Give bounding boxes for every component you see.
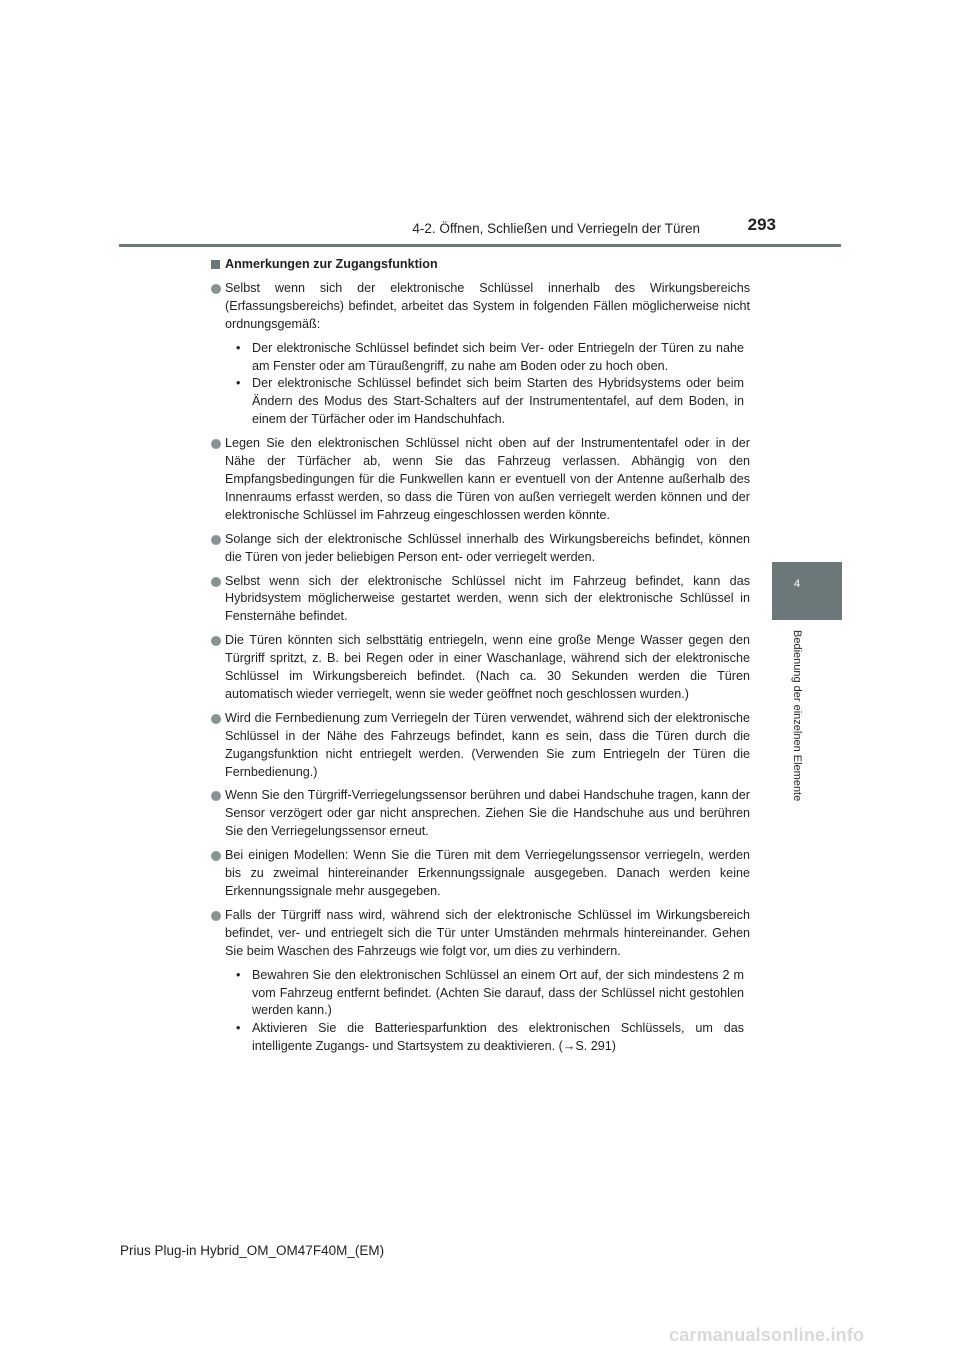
note-paragraph xyxy=(210,907,750,961)
note-text: Legen Sie den elektronischen Schlüssel nicht oben auf der Instrumententafel oder in der Nähe der Türfächer ab, wenn Sie das Fahrzeug verlassen. Abhängig von den Empfangsbedingungen für die Funkwellen kann er eventuell von der Antenne außerhalb des Innenraums erfasst werden, so dass die Türen von außen verriegelt werden können und der elektronische Schlüssel im Fahrzeug eingeschlossen werden könnte. xyxy=(225,436,750,522)
header-rule xyxy=(119,244,841,247)
note-text: Wenn Sie den Türgriff-Verriegelungssensor berühren und dabei Handschuhe tragen, kann der Sensor verzögert oder gar nicht ansprechen. Ziehen Sie die Handschuhe aus und berühren Sie den Verriegelungssensor erneut. xyxy=(225,788,750,839)
dot-bullet-icon: • xyxy=(236,967,241,982)
note-text: Wird die Fernbedienung zum Verriegeln der Türen verwendet, während sich der elektronische Schlüssel in der Nähe des Fahrzeugs befindet, kann es sein, dass die Türen durch die Zugangsfunktion nicht entriegelt werden. (Verwenden Sie zum Entriegeln der Türen die Fernbedienung.) xyxy=(225,710,750,779)
dot-bullet-icon: • xyxy=(236,340,241,355)
circle-bullet-icon xyxy=(211,911,221,921)
circle-bullet-icon xyxy=(211,535,221,545)
circle-bullet-icon xyxy=(211,791,221,801)
list-item-text: Bewahren Sie den elektronischen Schlüssel an einem Ort auf, der sich mindestens 2 m vom Fahrzeug entfernt befindet. (Achten Sie darauf, dass der Schlüssel nicht gestohlen werden kann.) xyxy=(252,967,744,1018)
list-item xyxy=(210,1020,750,1056)
note-text: Bei einigen Modellen: Wenn Sie die Türen mit dem Verriegelungssensor verriegeln, werden bis zu zweimal hintereinander Erkennungssignale ausgegeben. Danach werden keine Erkennungssignale mehr ausgegeben. xyxy=(225,848,750,898)
note-text: Selbst wenn sich der elektronische Schlüssel nicht im Fahrzeug befindet, kann das Hybridsystem möglicherweise gestartet werden, wenn sich der elektronische Schlüssel in Fensternähe befindet. xyxy=(225,573,750,624)
circle-bullet-icon xyxy=(211,284,221,294)
note-paragraph xyxy=(210,573,750,627)
list-item xyxy=(210,967,750,1021)
list-item-text: Der elektronische Schlüssel befindet sich beim Ver- oder Entriegeln der Türen zu nahe am Fenster oder am Türaußengriff, zu nahe am Boden oder zu hoch oben. xyxy=(252,340,744,373)
circle-bullet-icon xyxy=(211,714,221,724)
page-content xyxy=(210,256,750,1062)
note-paragraph xyxy=(210,531,750,567)
section-title: 4-2. Öffnen, Schließen und Verriegeln der Türen xyxy=(412,221,700,236)
section-heading-text: Anmerkungen zur Zugangsfunktion xyxy=(225,257,438,271)
sub-list xyxy=(210,967,750,1057)
note-paragraph xyxy=(210,280,750,334)
circle-bullet-icon xyxy=(211,439,221,449)
note-text: Falls der Türgriff nass wird, während sich der elektronische Schlüssel im Wirkungsbereich befindet, ver- und entriegelt sich die Tür unter Umständen mehrmals hintereinander. Gehen Sie beim Waschen des Fahrzeugs wie folgt vor, um dies zu verhindern. xyxy=(225,907,750,958)
page-number: 293 xyxy=(747,215,776,234)
square-bullet-icon xyxy=(211,260,220,269)
note-text: Selbst wenn sich der elektronische Schlüssel innerhalb des Wirkungsbereichs (Erfassungsbereichs) befindet, arbeitet das System in folgenden Fällen möglicherweise nicht ordnungsgemäß: xyxy=(225,280,750,331)
sub-list xyxy=(210,340,750,430)
note-text: Die Türen könnten sich selbsttätig entriegeln, wenn eine große Menge Wasser gegen den Türgriff spritzt, z. B. bei Regen oder in einer Waschanlage, während sich der elektronische Schlüssel im Wirkungsbereich befindet. (Nach ca. 30 Sekunden werden die Türen automatisch wieder verriegelt, wenn sie weder geöffnet noch geschlossen wurden.) xyxy=(225,633,750,701)
circle-bullet-icon xyxy=(211,851,221,861)
list-item-text: Der elektronische Schlüssel befindet sich beim Starten des Hybridsystems oder beim Ändern des Modus des Start-Schalters auf der Instrumententafel, auf dem Boden, in einem der Türfächer oder im Handschuhfach. xyxy=(252,376,744,427)
note-text: Solange sich der elektronische Schlüssel innerhalb des Wirkungsbereichs befindet, können die Türen von jeder beliebigen Person ent- oder verriegelt werden. xyxy=(225,531,750,564)
site-watermark: carmanualsonline.info xyxy=(669,1325,865,1345)
list-item-text: Aktivieren Sie die Batteriesparfunktion des elektronischen Schlüssels, um das intelligente Zugangs- und Startsystem zu deaktivieren. (→S. 291) xyxy=(252,1021,744,1054)
note-paragraph xyxy=(210,847,750,901)
circle-bullet-icon xyxy=(211,577,221,587)
dot-bullet-icon: • xyxy=(236,376,241,391)
chapter-tab xyxy=(772,562,842,620)
note-paragraph xyxy=(210,787,750,841)
list-item xyxy=(210,340,750,376)
chapter-tab-number: 4 xyxy=(793,578,801,590)
chapter-tab-label: Bedienung der einzelnen Elemente xyxy=(791,630,803,802)
section-heading xyxy=(210,256,750,274)
list-item xyxy=(210,375,750,429)
note-paragraph xyxy=(210,710,750,782)
circle-bullet-icon xyxy=(211,636,221,646)
dot-bullet-icon: • xyxy=(236,1021,241,1036)
document-footer: Prius Plug-in Hybrid_OM_OM47F40M_(EM) xyxy=(120,1243,385,1258)
note-paragraph xyxy=(210,632,750,704)
note-paragraph xyxy=(210,435,750,525)
